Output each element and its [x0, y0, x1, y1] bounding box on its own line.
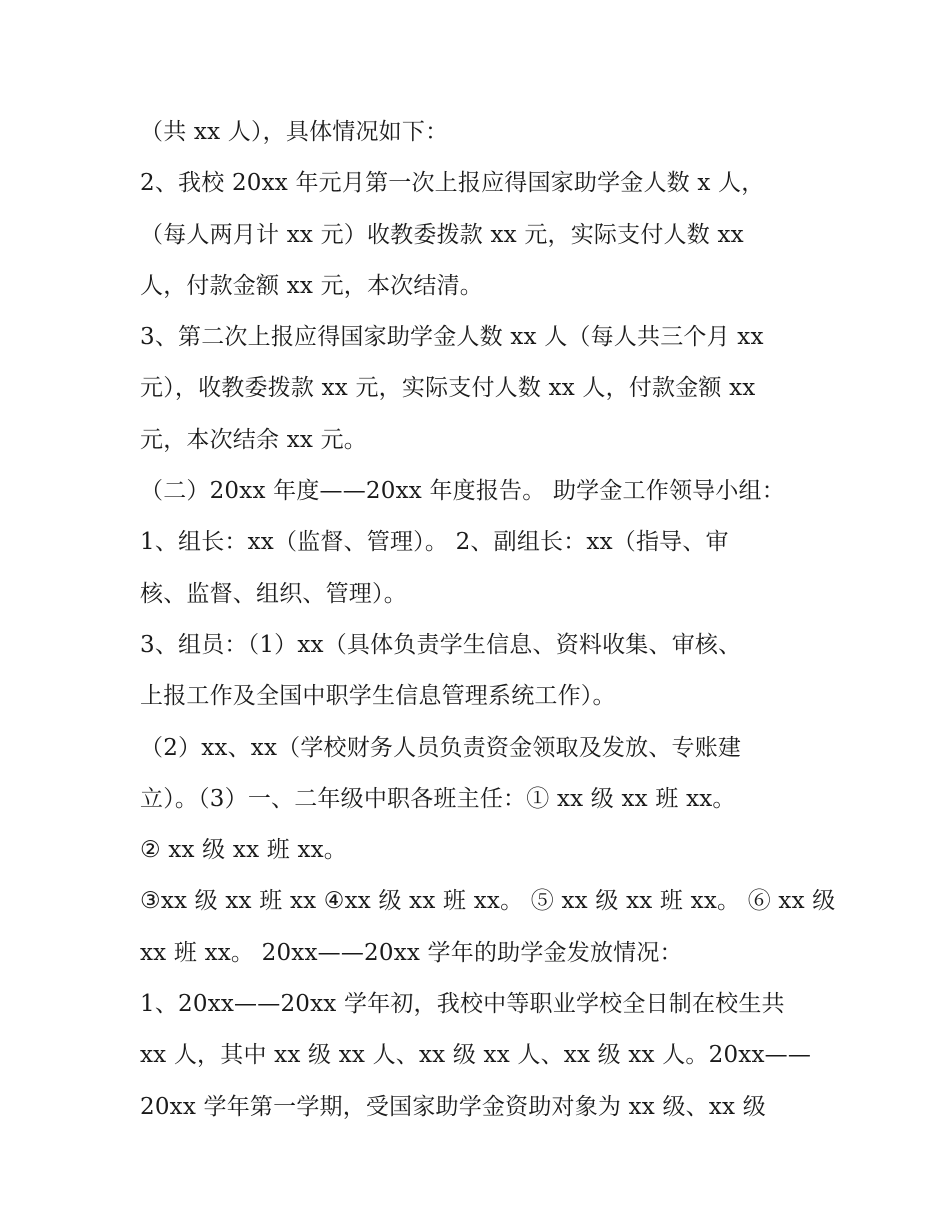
text-line: ② xx 级 xx 班 xx。 — [140, 837, 348, 864]
text-line: 上报工作及全国中职学生信息管理系统工作）。 — [140, 683, 616, 710]
text-line: 3、组员：（1）xx（具体负责学生信息、资料收集、审核、 — [140, 631, 742, 658]
text-line: ③xx 级 xx 班 xx ④xx 级 xx 班 xx。 ⑤ xx 级 xx 班 xx。 ⑥ xx 级 — [140, 888, 836, 915]
text-line: （2）xx、xx（学校财务人员负责资金领取及发放、专账建 — [140, 734, 742, 761]
text-line: 3、第二次上报应得国家助学金人数 xx 人（每人共三个月 xx — [140, 324, 764, 351]
text-line: 元），收教委拨款 xx 元，实际支付人数 xx 人，付款金额 xx — [140, 375, 756, 402]
text-line: （二）20xx 年度——20xx 年度报告。 助学金工作领导小组： — [140, 478, 785, 505]
text-line: （共 xx 人），具体情况如下： — [140, 119, 449, 145]
text-line: 核、监督、组织、管理）。 — [140, 580, 407, 607]
document-body — [140, 107, 836, 1133]
text-line: xx 人，其中 xx 级 xx 人、xx 级 xx 人、xx 级 xx 人。20xx—— — [140, 1042, 812, 1069]
text-line: （每人两月计 xx 元）收教委拨款 xx 元，实际支付人数 xx — [140, 221, 744, 248]
text-line: 人，付款金额 xx 元，本次结清。 — [140, 272, 483, 299]
text-line: 1、组长：xx（监督、管理）。 2、副组长：xx（指导、审 — [140, 529, 729, 556]
text-line: 立）。（3）一、二年级中职各班主任：① xx 级 xx 班 xx。 — [140, 785, 736, 812]
text-line: 20xx 学年第一学期，受国家助学金资助对象为 xx 级、xx 级 — [140, 1093, 766, 1120]
text-line: xx 班 xx。 20xx——20xx 学年的助学金发放情况： — [140, 939, 683, 966]
text-line: 2、我校 20xx 年元月第一次上报应得国家助学金人数 x 人， — [140, 170, 765, 197]
text-line: 1、20xx——20xx 学年初，我校中等职业学校全日制在校生共 — [140, 991, 785, 1018]
text-line: 元，本次结余 xx 元。 — [140, 426, 367, 453]
